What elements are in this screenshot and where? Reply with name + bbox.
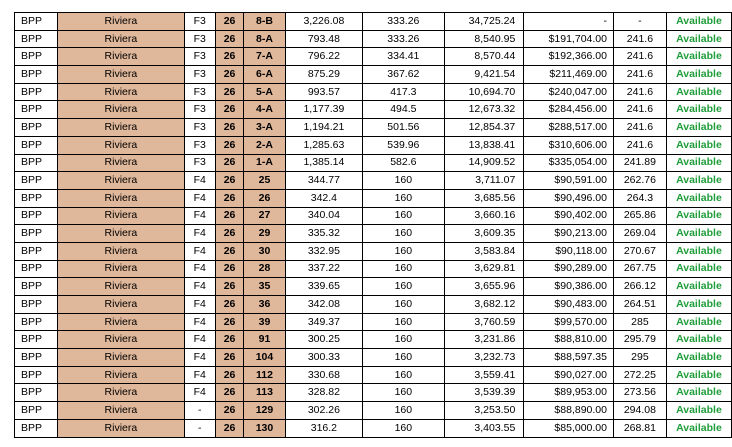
project-cell: Riviera (58, 172, 185, 190)
area-2-cell: 333.26 (363, 13, 444, 31)
rate-cell: - (613, 13, 666, 31)
developer-cell: BPP (15, 30, 58, 48)
developer-cell: BPP (15, 172, 58, 190)
floor-cell: 26 (215, 419, 243, 437)
floor-cell: 26 (215, 313, 243, 331)
table-row (15, 83, 732, 101)
unit-cell: 112 (244, 366, 285, 384)
status-cell: Available (666, 278, 731, 296)
table-row (15, 119, 732, 137)
area-1-cell: 342.4 (285, 189, 362, 207)
status-cell: Available (666, 349, 731, 367)
developer-cell: BPP (15, 402, 58, 420)
unit-cell: 4-A (244, 101, 285, 119)
developer-cell: BPP (15, 313, 58, 331)
table-row (15, 154, 732, 172)
floor-cell: 26 (215, 189, 243, 207)
table-row (15, 242, 732, 260)
table-row (15, 331, 732, 349)
area-2-cell: 334.41 (363, 48, 444, 66)
area-1-cell: 332.95 (285, 242, 362, 260)
type-cell: F3 (184, 30, 215, 48)
area-1-cell: 875.29 (285, 66, 362, 84)
table-row (15, 66, 732, 84)
project-cell: Riviera (58, 260, 185, 278)
type-cell: F4 (184, 296, 215, 314)
price-cell: $90,496.00 (524, 189, 614, 207)
project-cell: Riviera (58, 66, 185, 84)
type-cell: F4 (184, 260, 215, 278)
area-3-cell: 8,540.95 (444, 30, 524, 48)
unit-cell: 113 (244, 384, 285, 402)
rate-cell: 264.3 (613, 189, 666, 207)
floor-cell: 26 (215, 366, 243, 384)
rate-cell: 241.6 (613, 83, 666, 101)
unit-cell: 25 (244, 172, 285, 190)
table-row (15, 101, 732, 119)
area-3-cell: 3,685.56 (444, 189, 524, 207)
floor-cell: 26 (215, 296, 243, 314)
price-cell: - (524, 13, 614, 31)
area-3-cell: 3,583.84 (444, 242, 524, 260)
table-row (15, 260, 732, 278)
area-3-cell: 3,232.73 (444, 349, 524, 367)
area-2-cell: 160 (363, 366, 444, 384)
price-cell: $240,047.00 (524, 83, 614, 101)
developer-cell: BPP (15, 154, 58, 172)
table-row (15, 384, 732, 402)
inventory-table (14, 12, 732, 438)
floor-cell: 26 (215, 384, 243, 402)
status-cell: Available (666, 207, 731, 225)
price-cell: $284,456.00 (524, 101, 614, 119)
type-cell: F4 (184, 242, 215, 260)
type-cell: - (184, 402, 215, 420)
developer-cell: BPP (15, 225, 58, 243)
area-2-cell: 160 (363, 419, 444, 437)
area-1-cell: 330.68 (285, 366, 362, 384)
floor-cell: 26 (215, 154, 243, 172)
type-cell: F4 (184, 225, 215, 243)
rate-cell: 265.86 (613, 207, 666, 225)
table-row (15, 172, 732, 190)
type-cell: F3 (184, 83, 215, 101)
area-1-cell: 993.57 (285, 83, 362, 101)
type-cell: F3 (184, 119, 215, 137)
project-cell: Riviera (58, 419, 185, 437)
area-3-cell: 3,539.39 (444, 384, 524, 402)
area-1-cell: 328.82 (285, 384, 362, 402)
unit-cell: 8-A (244, 30, 285, 48)
area-3-cell: 3,559.41 (444, 366, 524, 384)
area-2-cell: 367.62 (363, 66, 444, 84)
developer-cell: BPP (15, 278, 58, 296)
status-cell: Available (666, 260, 731, 278)
project-cell: Riviera (58, 48, 185, 66)
rate-cell: 285 (613, 313, 666, 331)
unit-cell: 35 (244, 278, 285, 296)
status-cell: Available (666, 384, 731, 402)
area-2-cell: 160 (363, 296, 444, 314)
rate-cell: 241.6 (613, 66, 666, 84)
floor-cell: 26 (215, 83, 243, 101)
floor-cell: 26 (215, 30, 243, 48)
rate-cell: 241.6 (613, 136, 666, 154)
developer-cell: BPP (15, 242, 58, 260)
status-cell: Available (666, 419, 731, 437)
status-cell: Available (666, 172, 731, 190)
area-2-cell: 494.5 (363, 101, 444, 119)
table-row (15, 313, 732, 331)
area-2-cell: 160 (363, 331, 444, 349)
status-cell: Available (666, 13, 731, 31)
unit-cell: 130 (244, 419, 285, 437)
area-1-cell: 337.22 (285, 260, 362, 278)
area-2-cell: 160 (363, 242, 444, 260)
developer-cell: BPP (15, 48, 58, 66)
status-cell: Available (666, 366, 731, 384)
rate-cell: 241.6 (613, 48, 666, 66)
rate-cell: 241.6 (613, 101, 666, 119)
price-cell: $192,366.00 (524, 48, 614, 66)
unit-cell: 5-A (244, 83, 285, 101)
rate-cell: 295 (613, 349, 666, 367)
area-2-cell: 160 (363, 402, 444, 420)
developer-cell: BPP (15, 331, 58, 349)
area-1-cell: 1,285.63 (285, 136, 362, 154)
floor-cell: 26 (215, 172, 243, 190)
area-3-cell: 3,629.81 (444, 260, 524, 278)
price-cell: $90,213.00 (524, 225, 614, 243)
unit-cell: 91 (244, 331, 285, 349)
status-cell: Available (666, 101, 731, 119)
project-cell: Riviera (58, 189, 185, 207)
area-1-cell: 302.26 (285, 402, 362, 420)
type-cell: F4 (184, 189, 215, 207)
project-cell: Riviera (58, 101, 185, 119)
area-2-cell: 160 (363, 172, 444, 190)
status-cell: Available (666, 66, 731, 84)
floor-cell: 26 (215, 331, 243, 349)
table-row (15, 402, 732, 420)
type-cell: F3 (184, 101, 215, 119)
area-2-cell: 160 (363, 349, 444, 367)
floor-cell: 26 (215, 225, 243, 243)
rate-cell: 241.6 (613, 30, 666, 48)
price-cell: $191,704.00 (524, 30, 614, 48)
area-3-cell: 3,760.59 (444, 313, 524, 331)
price-cell: $89,953.00 (524, 384, 614, 402)
area-3-cell: 10,694.70 (444, 83, 524, 101)
floor-cell: 26 (215, 66, 243, 84)
rate-cell: 269.04 (613, 225, 666, 243)
floor-cell: 26 (215, 48, 243, 66)
unit-cell: 28 (244, 260, 285, 278)
developer-cell: BPP (15, 119, 58, 137)
type-cell: - (184, 419, 215, 437)
price-cell: $88,597.35 (524, 349, 614, 367)
table-row (15, 207, 732, 225)
developer-cell: BPP (15, 260, 58, 278)
status-cell: Available (666, 30, 731, 48)
price-cell: $335,054.00 (524, 154, 614, 172)
project-cell: Riviera (58, 278, 185, 296)
table-row (15, 13, 732, 31)
area-3-cell: 3,253.50 (444, 402, 524, 420)
price-cell: $90,118.00 (524, 242, 614, 260)
unit-cell: 1-A (244, 154, 285, 172)
developer-cell: BPP (15, 189, 58, 207)
table-body (15, 13, 732, 438)
project-cell: Riviera (58, 119, 185, 137)
area-2-cell: 417.3 (363, 83, 444, 101)
table-row (15, 366, 732, 384)
area-2-cell: 160 (363, 313, 444, 331)
area-3-cell: 3,231.86 (444, 331, 524, 349)
area-1-cell: 340.04 (285, 207, 362, 225)
area-2-cell: 160 (363, 384, 444, 402)
type-cell: F4 (184, 331, 215, 349)
area-2-cell: 160 (363, 278, 444, 296)
project-cell: Riviera (58, 13, 185, 31)
table-row (15, 48, 732, 66)
developer-cell: BPP (15, 296, 58, 314)
area-2-cell: 160 (363, 225, 444, 243)
project-cell: Riviera (58, 30, 185, 48)
area-1-cell: 3,226.08 (285, 13, 362, 31)
table-row (15, 349, 732, 367)
type-cell: F4 (184, 313, 215, 331)
area-2-cell: 582.6 (363, 154, 444, 172)
rate-cell: 267.75 (613, 260, 666, 278)
area-1-cell: 342.08 (285, 296, 362, 314)
rate-cell: 266.12 (613, 278, 666, 296)
floor-cell: 26 (215, 119, 243, 137)
rate-cell: 294.08 (613, 402, 666, 420)
area-1-cell: 793.48 (285, 30, 362, 48)
area-1-cell: 335.32 (285, 225, 362, 243)
project-cell: Riviera (58, 384, 185, 402)
price-cell: $90,591.00 (524, 172, 614, 190)
type-cell: F4 (184, 349, 215, 367)
developer-cell: BPP (15, 207, 58, 225)
rate-cell: 268.81 (613, 419, 666, 437)
status-cell: Available (666, 242, 731, 260)
project-cell: Riviera (58, 296, 185, 314)
floor-cell: 26 (215, 349, 243, 367)
type-cell: F4 (184, 207, 215, 225)
developer-cell: BPP (15, 349, 58, 367)
unit-cell: 8-B (244, 13, 285, 31)
area-3-cell: 13,838.41 (444, 136, 524, 154)
developer-cell: BPP (15, 83, 58, 101)
price-cell: $88,810.00 (524, 331, 614, 349)
type-cell: F3 (184, 13, 215, 31)
table-row (15, 136, 732, 154)
area-2-cell: 539.96 (363, 136, 444, 154)
project-cell: Riviera (58, 349, 185, 367)
area-1-cell: 1,194.21 (285, 119, 362, 137)
unit-cell: 6-A (244, 66, 285, 84)
project-cell: Riviera (58, 242, 185, 260)
status-cell: Available (666, 225, 731, 243)
status-cell: Available (666, 154, 731, 172)
status-cell: Available (666, 189, 731, 207)
status-cell: Available (666, 119, 731, 137)
type-cell: F3 (184, 154, 215, 172)
area-2-cell: 160 (363, 260, 444, 278)
unit-cell: 36 (244, 296, 285, 314)
price-cell: $99,570.00 (524, 313, 614, 331)
table-row (15, 30, 732, 48)
area-1-cell: 1,385.14 (285, 154, 362, 172)
area-3-cell: 3,682.12 (444, 296, 524, 314)
area-3-cell: 3,660.16 (444, 207, 524, 225)
area-1-cell: 339.65 (285, 278, 362, 296)
price-cell: $90,402.00 (524, 207, 614, 225)
rate-cell: 295.79 (613, 331, 666, 349)
price-cell: $310,606.00 (524, 136, 614, 154)
area-2-cell: 333.26 (363, 30, 444, 48)
area-2-cell: 160 (363, 189, 444, 207)
area-1-cell: 344.77 (285, 172, 362, 190)
floor-cell: 26 (215, 101, 243, 119)
unit-cell: 7-A (244, 48, 285, 66)
floor-cell: 26 (215, 242, 243, 260)
developer-cell: BPP (15, 384, 58, 402)
table-row (15, 419, 732, 437)
rate-cell: 241.6 (613, 119, 666, 137)
floor-cell: 26 (215, 207, 243, 225)
unit-cell: 3-A (244, 119, 285, 137)
status-cell: Available (666, 313, 731, 331)
rate-cell: 262.76 (613, 172, 666, 190)
rate-cell: 264.51 (613, 296, 666, 314)
status-cell: Available (666, 331, 731, 349)
project-cell: Riviera (58, 313, 185, 331)
area-1-cell: 300.33 (285, 349, 362, 367)
price-cell: $90,386.00 (524, 278, 614, 296)
status-cell: Available (666, 83, 731, 101)
unit-cell: 104 (244, 349, 285, 367)
rate-cell: 273.56 (613, 384, 666, 402)
type-cell: F4 (184, 172, 215, 190)
area-1-cell: 316.2 (285, 419, 362, 437)
rate-cell: 272.25 (613, 366, 666, 384)
type-cell: F4 (184, 384, 215, 402)
developer-cell: BPP (15, 101, 58, 119)
area-3-cell: 12,673.32 (444, 101, 524, 119)
area-2-cell: 160 (363, 207, 444, 225)
area-3-cell: 3,403.55 (444, 419, 524, 437)
price-cell: $85,000.00 (524, 419, 614, 437)
floor-cell: 26 (215, 13, 243, 31)
unit-cell: 29 (244, 225, 285, 243)
developer-cell: BPP (15, 13, 58, 31)
table-row (15, 296, 732, 314)
type-cell: F3 (184, 66, 215, 84)
developer-cell: BPP (15, 419, 58, 437)
project-cell: Riviera (58, 154, 185, 172)
type-cell: F3 (184, 136, 215, 154)
area-3-cell: 14,909.52 (444, 154, 524, 172)
unit-cell: 27 (244, 207, 285, 225)
floor-cell: 26 (215, 260, 243, 278)
price-cell: $211,469.00 (524, 66, 614, 84)
project-cell: Riviera (58, 136, 185, 154)
area-1-cell: 796.22 (285, 48, 362, 66)
table-row (15, 225, 732, 243)
project-cell: Riviera (58, 402, 185, 420)
unit-cell: 26 (244, 189, 285, 207)
area-1-cell: 349.37 (285, 313, 362, 331)
type-cell: F4 (184, 366, 215, 384)
area-3-cell: 3,609.35 (444, 225, 524, 243)
project-cell: Riviera (58, 207, 185, 225)
price-cell: $88,890.00 (524, 402, 614, 420)
unit-cell: 129 (244, 402, 285, 420)
type-cell: F3 (184, 48, 215, 66)
type-cell: F4 (184, 278, 215, 296)
status-cell: Available (666, 136, 731, 154)
unit-cell: 2-A (244, 136, 285, 154)
area-3-cell: 3,711.07 (444, 172, 524, 190)
developer-cell: BPP (15, 366, 58, 384)
table-row (15, 278, 732, 296)
price-cell: $90,027.00 (524, 366, 614, 384)
project-cell: Riviera (58, 366, 185, 384)
floor-cell: 26 (215, 136, 243, 154)
area-2-cell: 501.56 (363, 119, 444, 137)
price-cell: $288,517.00 (524, 119, 614, 137)
area-1-cell: 1,177.39 (285, 101, 362, 119)
floor-cell: 26 (215, 402, 243, 420)
table-row (15, 189, 732, 207)
developer-cell: BPP (15, 66, 58, 84)
floor-cell: 26 (215, 278, 243, 296)
unit-cell: 30 (244, 242, 285, 260)
price-cell: $90,483.00 (524, 296, 614, 314)
developer-cell: BPP (15, 136, 58, 154)
area-3-cell: 34,725.24 (444, 13, 524, 31)
price-cell: $90,289.00 (524, 260, 614, 278)
area-1-cell: 300.25 (285, 331, 362, 349)
area-3-cell: 9,421.54 (444, 66, 524, 84)
rate-cell: 270.67 (613, 242, 666, 260)
project-cell: Riviera (58, 83, 185, 101)
area-3-cell: 3,655.96 (444, 278, 524, 296)
status-cell: Available (666, 402, 731, 420)
status-cell: Available (666, 48, 731, 66)
area-3-cell: 8,570.44 (444, 48, 524, 66)
unit-cell: 39 (244, 313, 285, 331)
rate-cell: 241.89 (613, 154, 666, 172)
project-cell: Riviera (58, 331, 185, 349)
project-cell: Riviera (58, 225, 185, 243)
status-cell: Available (666, 296, 731, 314)
area-3-cell: 12,854.37 (444, 119, 524, 137)
